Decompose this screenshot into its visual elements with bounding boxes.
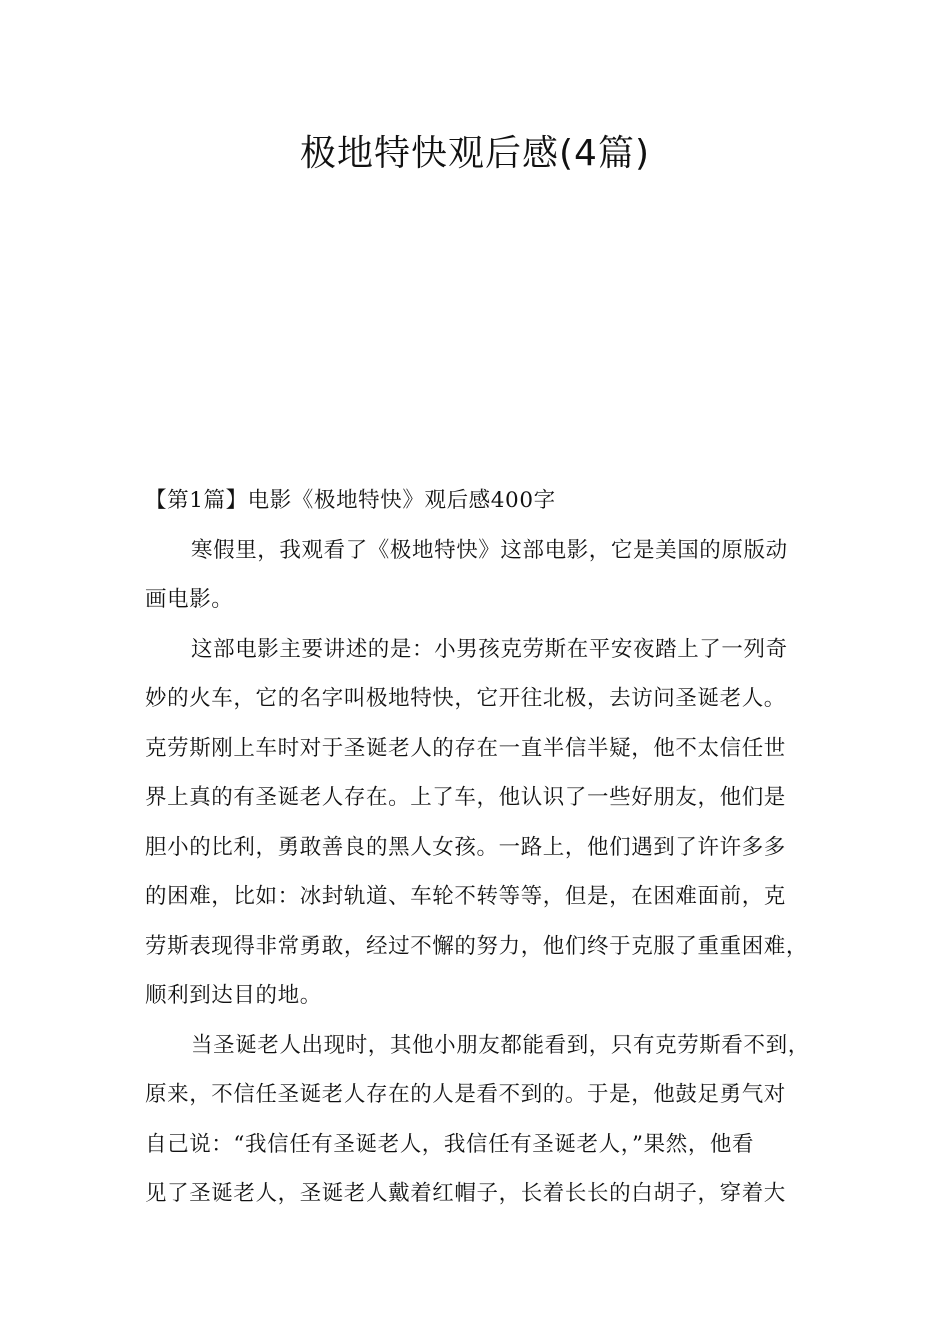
paragraph-2 <box>145 625 830 1021</box>
paragraph-line: 自己说：“我信任有圣诞老人，我信任有圣诞老人，”果然，他看 <box>145 1131 755 1157</box>
paragraph-1 <box>145 526 830 625</box>
paragraph-line: 寒假里，我观看了《极地特快》这部电影，它是美国的原版动 <box>191 537 788 563</box>
paragraph-line: 的困难，比如：冰封轨道、车轮不转等等，但是，在困难面前，克 <box>145 884 786 909</box>
paragraph-line: 见了圣诞老人，圣诞老人戴着红帽子，长着长长的白胡子，穿着大 <box>145 1181 786 1206</box>
paragraph-line: 当圣诞老人出现时，其他小朋友都能看到，只有克劳斯看不到， <box>191 1032 810 1058</box>
paragraph-line: 顺利到达目的地。 <box>145 983 322 1008</box>
paragraph-line: 原来，不信任圣诞老人存在的人是看不到的。于是，他鼓足勇气对 <box>145 1082 786 1107</box>
paragraph-line: 这部电影主要讲述的是：小男孩克劳斯在平安夜踏上了一列奇 <box>191 636 788 662</box>
paragraph-line: 妙的火车，它的名字叫极地特快，它开往北极，去访问圣诞老人。 <box>145 686 786 711</box>
document-body <box>145 476 830 1219</box>
paragraph-line: 画电影。 <box>145 587 234 612</box>
paragraph-line: 克劳斯刚上车时对于圣诞老人的存在一直半信半疑，他不太信任世 <box>145 735 786 761</box>
paragraph-line: 劳斯表现得非常勇敢，经过不懈的努力，他们终于克服了重重困难， <box>145 933 809 959</box>
paragraph-3 <box>145 1021 830 1219</box>
document-title: 极地特快观后感(4篇) <box>300 133 650 174</box>
section-heading: 【第1篇】电影《极地特快》观后感400字 <box>145 488 556 513</box>
paragraph-line: 胆小的比利，勇敢善良的黑人女孩。一路上，他们遇到了许许多多 <box>145 834 786 860</box>
paragraph-line: 界上真的有圣诞老人存在。上了车，他认识了一些好朋友，他们是 <box>145 785 786 810</box>
